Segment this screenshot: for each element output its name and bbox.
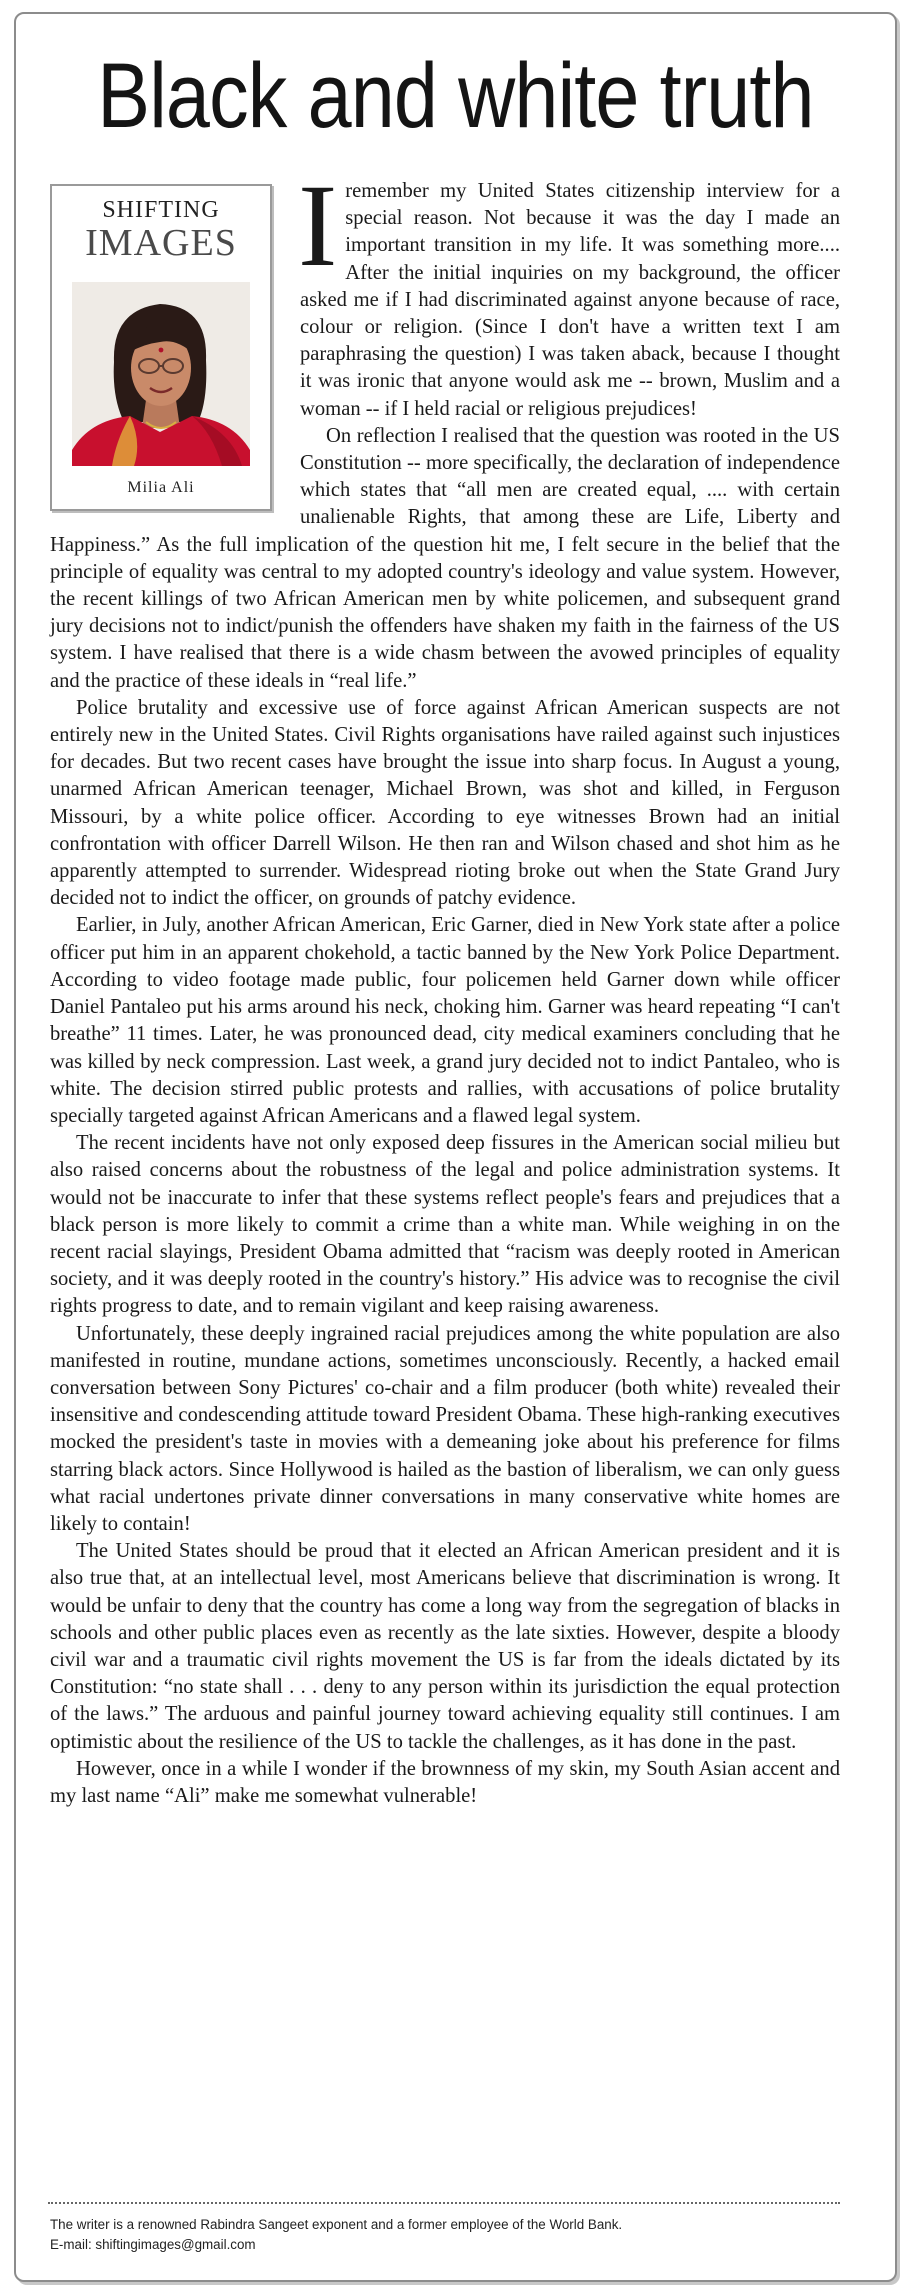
paragraph-8: However, once in a while I wonder if the brownness of my skin, my South Asian accent and my last name “Ali” make me somewhat vulnerable!: [50, 1757, 840, 1807]
paragraph-3: Police brutality and excessive use of force against African American suspects are not entirely new in the United States. Civil Rights organisations have railed against such injustices for decades. But two recent cases have brought the issue into sharp focus. In August a young, unarmed African American teenager, Michael Brown, was shot and killed, in Ferguson Missouri, by a white police officer. According to eye witnesses Brown had an initial confrontation with officer Darrell Wilson. He then ran and Wilson chased and shot him as he apparently attempted to surrender. Widespread rioting broke out when the State Grand Jury decided not to indict the officer, on grounds of patchy evidence.: [50, 696, 840, 910]
column-name-bottom: IMAGES: [85, 222, 237, 264]
paragraph-7: The United States should be proud that it elected an African American president and it is also true that, at an intellectual level, most Americans believe that discrimination is wrong. It would be unfair to deny that the country has come a long way from the segregation of blacks in schools and other public places even as recently as the late sixties. However, despite a bloody civil war and a traumatic civil rights movement the US is far from the ideals dictated by its Constitution: “no state shall . . . deny to any person within its jurisdiction the equal protection of the laws.” The arduous and painful journey toward achieving equality still continues. I am optimistic about the resilience of the US to tackle the challenges, as it has done in the past.: [50, 1540, 840, 1753]
paragraph-1: remember my United States citizenship interview for a special reason. Not because it was the day I made an important transition in my life. It was something more.... After the initial inquiries on my background, the officer asked me if I had discriminated against anyone because of race, colour or religion. (Since I don't have a written text I am paraphrasing the question) I was taken aback, because I thought it was ironic that anyone would ask me -- brown, Muslim and a woman -- if I held racial or religious prejudices!: [300, 180, 840, 420]
paragraph-6: Unfortunately, these deeply ingrained racial prejudices among the white population are also manifested in routine, mundane actions, sometimes unconsciously. Recently, a hacked email conversation between Sony Pictures' co-chair and a film producer (both white) revealed their insensitive and condescending attitude toward President Obama. These high-ranking executives mocked the president's taste in movies with a demeaning joke about his preference for films starring black actors. Since Hollywood is hailed as the bastion of liberalism, we can only guess what racial undertones private dinner conversations in many conservative white homes are likely to contain!: [50, 1322, 840, 1535]
footer-divider: [48, 2202, 840, 2204]
author-email: E-mail: shiftingimages@gmail.com: [50, 2237, 256, 2252]
footer: [50, 2215, 842, 2255]
author-portrait-illustration: [72, 282, 250, 466]
column-name-top: SHIFTING: [102, 197, 220, 223]
headline: Black and white truth: [97, 45, 814, 147]
author-name: Milia Ali: [127, 478, 195, 496]
columnist-box: [50, 184, 272, 511]
paragraph-5: The recent incidents have not only exposed deep fissures in the American social milieu but also raised concerns about the robustness of the legal and police administration systems. It would not be inaccurate to infer that these systems reflect people's fears and prejudices that a black person is more likely to commit a crime than a white man. While weighing in on the recent racial slayings, President Obama admitted that “racism was deeply rooted in American society, and it was deeply rooted in the country's history.” His advice was to recognise the civil rights progress to date, and to remain vigilant and keep raising awareness.: [50, 1132, 840, 1318]
author-bio: The writer is a renowned Rabindra Sangeet exponent and a former employee of the World Bank.: [50, 2217, 623, 2232]
drop-cap: I: [298, 160, 338, 291]
article-body: [50, 160, 840, 1810]
paragraph-2: On reflection I realised that the question was rooted in the US Constitution -- more specifically, the declaration of independence which states that “all men are created equal, .... with certain unalienable Rights, that among these are Life, Liberty and Happiness.” As the full implication of the question hit me, I felt secure in the belief that the principle of equality was central to my adopted country's ideology and value system. However, the recent killings of two African American men by white policemen, and subsequent grand jury decisions not to indict/punish the offenders have shaken my faith in the fairness of the US system. I have realised that there is a wide chasm between the avowed principles of equality and the practice of these ideals in “real life.”: [50, 424, 840, 692]
paragraph-4: Earlier, in July, another African American, Eric Garner, died in New York state after a police officer put him in an apparent chokehold, a tactic banned by the New York Police Department. According to video footage made public, four policemen held Garner down while officer Daniel Pantaleo put his arms around his neck, choking him. Garner was heard repeating “I can't breathe” 11 times. Later, he was pronounced dead, city medical examiners concluding that he was killed by neck compression. Last week, a grand jury decided not to indict Pantaleo, who is white. The decision stirred public protests and rallies, with accusations of police brutality specially targeted against African Americans and a flawed legal system.: [50, 914, 840, 1127]
author-photo: [72, 282, 250, 466]
